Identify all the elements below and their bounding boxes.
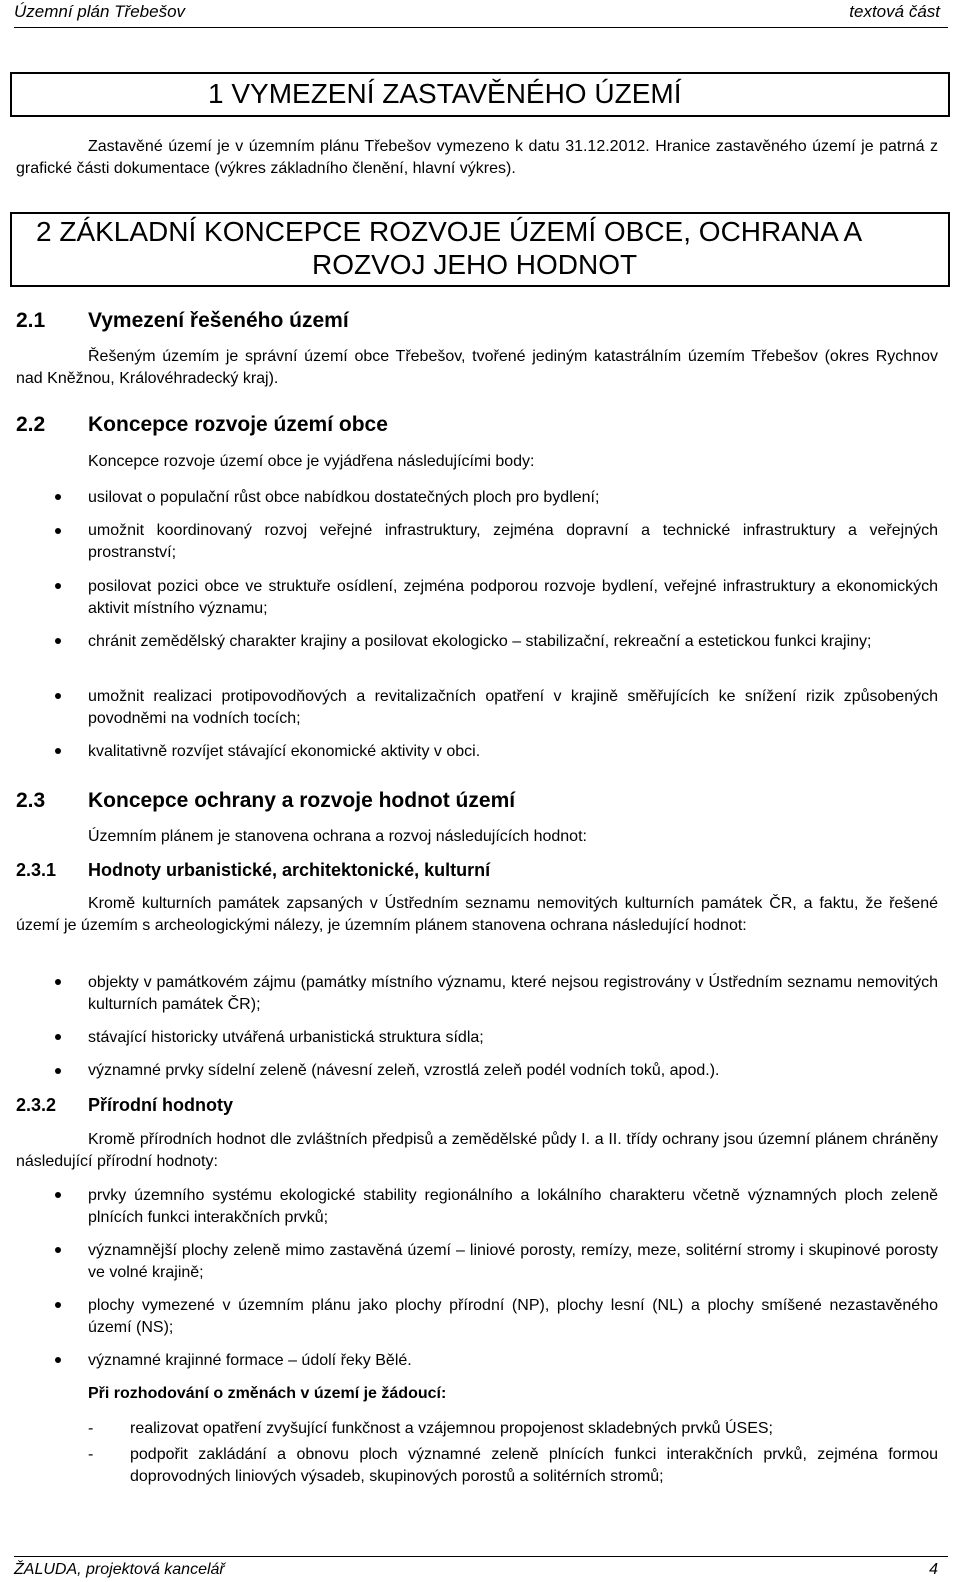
dash-marker: - [88,1446,94,1463]
bullet-icon [55,1192,61,1198]
list-item: usilovat o populační růst obce nabídkou dostatečných ploch pro bydlení; [88,489,600,506]
section2-heading-line1: 2 ZÁKLADNÍ KONCEPCE ROZVOJE ÚZEMÍ OBCE, OCHRANA A [36,216,863,247]
list-item: stávající historicky utvářená urbanistická struktura sídla; [88,1029,484,1046]
section1-heading-box [10,72,950,117]
section23-intro: Územním plánem je stanovena ochrana a rozvoj následujících hodnot: [88,828,587,845]
list-item: plochy vymezené v územním plánu jako plochy přírodní (NP), plochy lesní (NL) a plochy smíšené nezastavěného území (NS); [88,1297,938,1336]
list-item: kvalitativně rozvíjet stávající ekonomické aktivity v obci. [88,743,481,760]
section23-title: Koncepce ochrany a rozvoje hodnot území [88,789,516,812]
list-item: významnější plochy zeleně mimo zastavěná území – liniové porosty, remízy, meze, solitérní stromy i skupinové porosty ve volné krajině; [88,1242,938,1281]
bullet-icon [55,528,61,534]
section232-number: 2.3.2 [16,1095,57,1115]
bullet-icon [55,1034,61,1040]
list-item: realizovat opatření zvyšující funkčnost a vzájemnou propojenost skladebných prvků ÚSES; [130,1420,773,1437]
section231-title: Hodnoty urbanistické, architektonické, kulturní [88,860,491,880]
dash-marker: - [88,1420,94,1437]
list-item: významné prvky sídelní zeleně (návesní zeleň, vzrostlá zeleň podél vodních toků, apod.). [88,1062,720,1079]
list-item: umožnit realizaci protipovodňových a revitalizačních opatření v krajině směřujících ke snížení rizik způsobených povodněmi na vodních tocích; [88,688,938,727]
bullet-icon [55,1247,61,1253]
section1-heading: 1 VYMEZENÍ ZASTAVĚNÉHO ÚZEMÍ [208,78,682,109]
header-divider [14,27,948,28]
list-item: posilovat pozici obce ve struktuře osídlení, zejména podporou rozvoje bydlení, veřejné infrastruktury a ekonomických aktivit místního významu; [88,578,938,617]
section23-number: 2.3 [16,789,46,812]
bullet-icon [55,979,61,985]
list-item: prvky územního systému ekologické stability regionálního a lokálního charakteru včetně významných ploch zeleně plnících funkci interakčních prvků; [88,1187,938,1226]
bullet-icon [55,494,61,500]
section22-intro: Koncepce rozvoje území obce je vyjádřena následujícími body: [88,453,535,470]
bullet-icon [55,748,61,754]
section232-text: Kromě přírodních hodnot dle zvláštních předpisů a zemědělské půdy I. a II. třídy ochrany jsou územní plánem chráněny následující přírodní hodnoty: [16,1131,938,1170]
list-item: chránit zemědělský charakter krajiny a posilovat ekologicko – stabilizační, rekreační a estetickou funkci krajiny; [88,633,872,650]
list-item: objekty v památkovém zájmu (památky místního významu, které nejsou registrovány v Ústředním seznamu nemovitých kulturních památek ČR); [88,974,938,1013]
section22-number: 2.2 [16,413,46,436]
section21-text: Řešeným územím je správní území obce Třebešov, tvořené jediným katastrálním územím Třebešov (okres Rychnov nad Kněžnou, Královéhradecký kraj). [16,348,938,387]
footer-divider [14,1556,948,1557]
bullet-icon [55,1357,61,1363]
section21-title: Vymezení řešeného území [88,309,349,332]
section2-heading-box [10,212,950,287]
header-doc-title: Územní plán Třebešov [14,2,186,21]
section2-heading-line2: ROZVOJ JEHO HODNOT [312,249,638,280]
bullet-icon [55,638,61,644]
bullet-icon [55,1302,61,1308]
footer-page-number: 4 [929,1561,938,1578]
list-item: významné krajinné formace – údolí řeky Bělé. [88,1352,412,1369]
section21-number: 2.1 [16,309,46,332]
bullet-icon [55,1068,61,1074]
section231-number: 2.3.1 [16,860,57,880]
bullet-icon [55,693,61,699]
footer-company: ŽALUDA, projektová kancelář [14,1561,225,1578]
list-item: umožnit koordinovaný rozvoj veřejné infrastruktury, zejména dopravní a technické infrastruktury a veřejných prostranství; [88,522,938,561]
header-doc-part: textová část [849,2,940,21]
desirable-heading: Při rozhodování o změnách v území je žádoucí: [88,1385,447,1402]
section1-text: Zastavěné území je v územním plánu Třebešov vymezeno k datu 31.12.2012. Hranice zastavěného území je patrná z grafické části dokumentace (výkres základního členění, hlavní výkres). [16,138,938,177]
list-item: podpořit zakládání a obnovu ploch významné zeleně plnících funkci interakčních prvků, zejména formou doprovodných liniových výsadeb, skupinových porostů a solitérních stromů; [130,1446,938,1485]
section231-text: Kromě kulturních památek zapsaných v Ústředním seznamu nemovitých kulturních památek ČR, a faktu, že řešené území je územím s archeologickými nálezy, je územním plánem stanovena ochrana následující hodnot: [16,895,938,934]
section22-title: Koncepce rozvoje území obce [88,413,388,436]
section232-title: Přírodní hodnoty [88,1095,233,1115]
bullet-icon [55,583,61,589]
